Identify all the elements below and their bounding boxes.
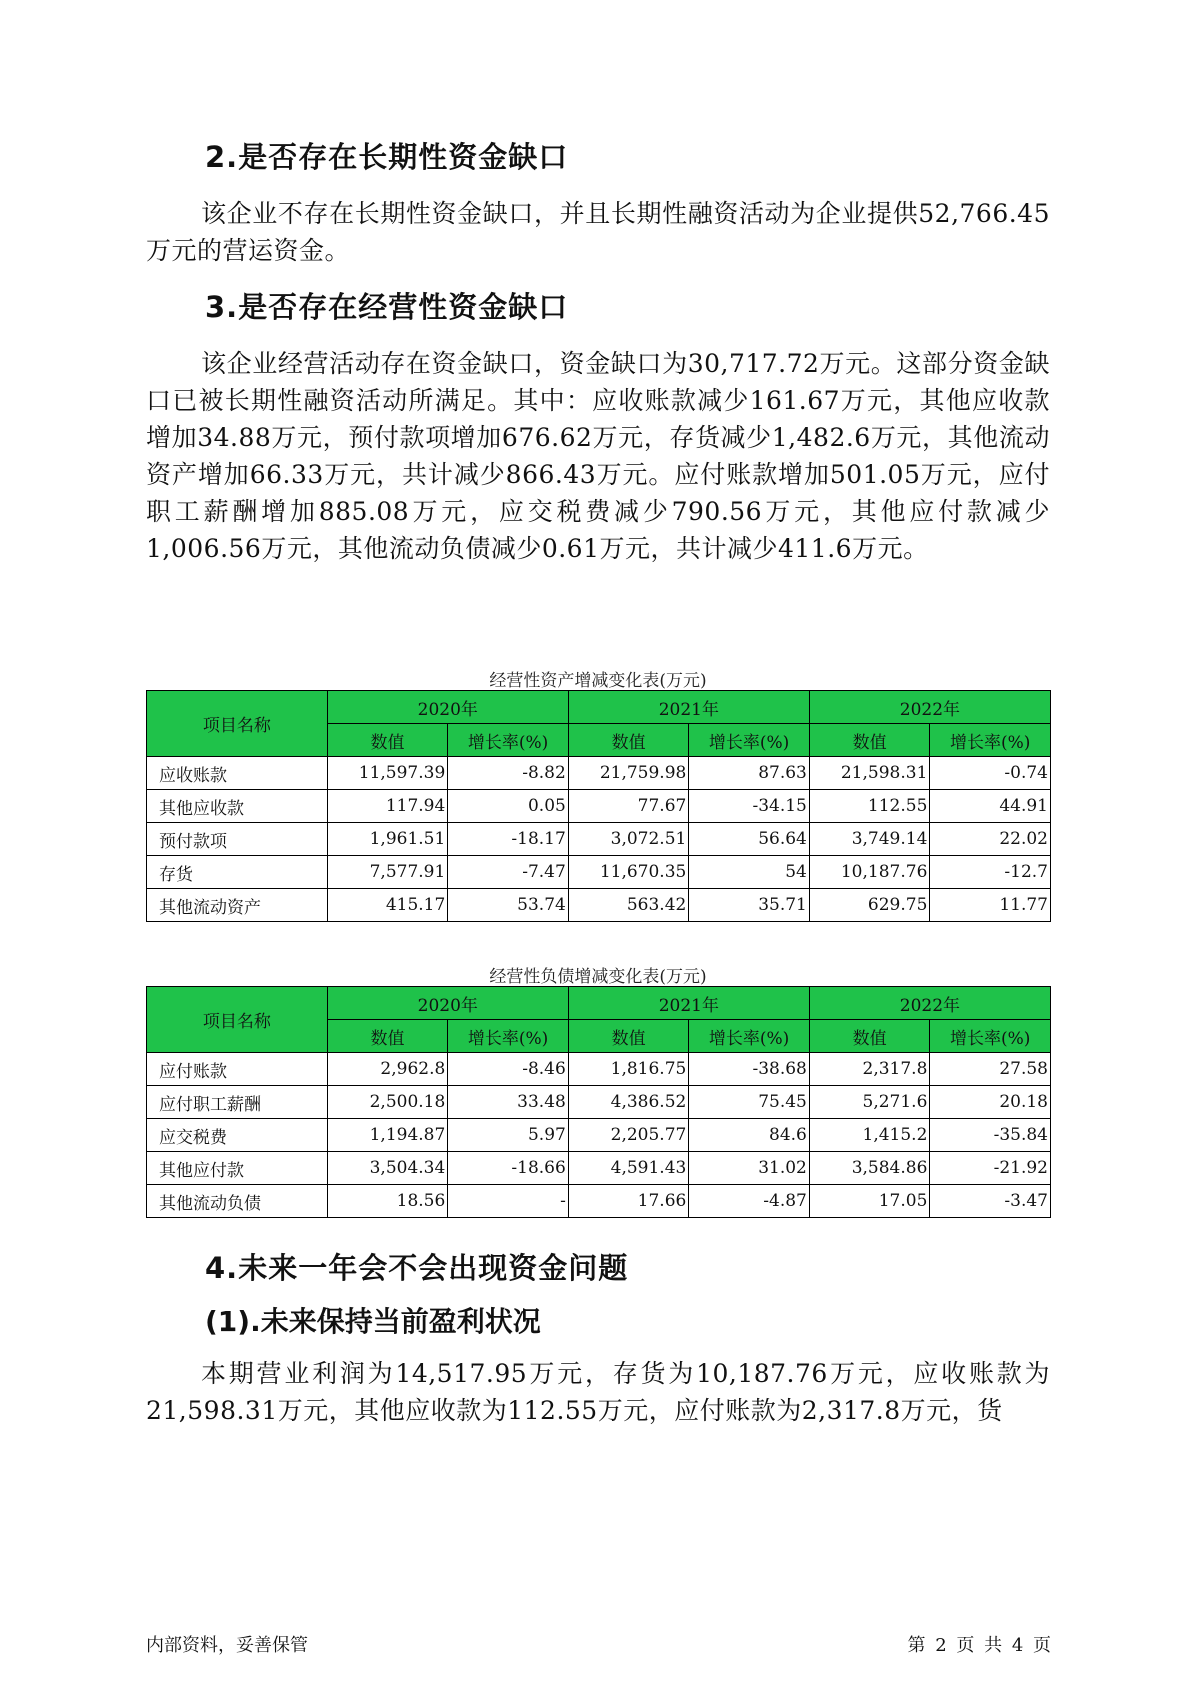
table-row bbox=[147, 1119, 1051, 1152]
table-row bbox=[147, 757, 1051, 790]
section-3-paragraph: 该企业经营活动存在资金缺口，资金缺口为30,717.72万元。这部分资金缺口已被长期性融资活动所满足。其中：应收账款减少161.67万元，其他应收款增加34.88万元，预付款项增加676.62万元，存货减少1,482.6万元，其他流动资产增加66.33万元，共计减少866.43万元。应付账款增加501.05万元，应付职工薪酬增加885.08万元，应交税费减少790.56万元，其他应付款减少1,006.56万元，其他流动负债减少0.61万元，共计减少411.6万元。 bbox=[146, 349, 1050, 563]
header-value: 数值 bbox=[327, 724, 448, 757]
cell-value: 3,749.14 bbox=[809, 823, 930, 856]
cell-value: 2,500.18 bbox=[327, 1086, 448, 1119]
header-year-2021: 2021年 bbox=[568, 987, 809, 1020]
header-value: 数值 bbox=[568, 724, 689, 757]
cell-value: 4,386.52 bbox=[568, 1086, 689, 1119]
cell-growth-rate: 84.6 bbox=[689, 1119, 810, 1152]
cell-value: 7,577.91 bbox=[327, 856, 448, 889]
operating-liabilities-table bbox=[146, 986, 1051, 1218]
row-item-name: 其他应收款 bbox=[147, 790, 328, 823]
table-row bbox=[147, 1152, 1051, 1185]
table-row bbox=[147, 889, 1051, 922]
cell-growth-rate: -35.84 bbox=[930, 1119, 1051, 1152]
header-year-2021: 2021年 bbox=[568, 691, 809, 724]
cell-value: 1,194.87 bbox=[327, 1119, 448, 1152]
cell-growth-rate: -18.66 bbox=[448, 1152, 569, 1185]
cell-value: 11,597.39 bbox=[327, 757, 448, 790]
cell-value: 2,317.8 bbox=[809, 1053, 930, 1086]
cell-growth-rate: 75.45 bbox=[689, 1086, 810, 1119]
section-4-subtitle: (1).未来保持当前盈利状况 bbox=[205, 1305, 541, 1338]
row-item-name: 预付款项 bbox=[147, 823, 328, 856]
header-rate: 增长率(%) bbox=[930, 724, 1051, 757]
cell-growth-rate: 35.71 bbox=[689, 889, 810, 922]
cell-growth-rate: -21.92 bbox=[930, 1152, 1051, 1185]
row-item-name: 应交税费 bbox=[147, 1119, 328, 1152]
cell-growth-rate: 56.64 bbox=[689, 823, 810, 856]
section-4-paragraph: 本期营业利润为14,517.95万元，存货为10,187.76万元，应收账款为21,598.31万元，其他应收款为112.55万元，应付账款为2,317.8万元，货 bbox=[146, 1359, 1050, 1425]
cell-value: 3,504.34 bbox=[327, 1152, 448, 1185]
header-item-name: 项目名称 bbox=[147, 691, 328, 757]
header-rate: 增长率(%) bbox=[448, 1020, 569, 1053]
cell-growth-rate: -38.68 bbox=[689, 1053, 810, 1086]
cell-growth-rate: -18.17 bbox=[448, 823, 569, 856]
cell-value: 3,584.86 bbox=[809, 1152, 930, 1185]
cell-growth-rate: 27.58 bbox=[930, 1053, 1051, 1086]
cell-growth-rate: 53.74 bbox=[448, 889, 569, 922]
cell-growth-rate: -4.87 bbox=[689, 1185, 810, 1218]
cell-value: 415.17 bbox=[327, 889, 448, 922]
cell-value: 21,598.31 bbox=[809, 757, 930, 790]
table-row bbox=[147, 856, 1051, 889]
footer-page-number: 第 2 页 共 4 页 bbox=[907, 1635, 1051, 1656]
cell-growth-rate: - bbox=[448, 1185, 569, 1218]
cell-value: 1,415.2 bbox=[809, 1119, 930, 1152]
header-value: 数值 bbox=[809, 724, 930, 757]
cell-growth-rate: 20.18 bbox=[930, 1086, 1051, 1119]
cell-growth-rate: -3.47 bbox=[930, 1185, 1051, 1218]
row-item-name: 应收账款 bbox=[147, 757, 328, 790]
cell-value: 17.05 bbox=[809, 1185, 930, 1218]
cell-value: 2,962.8 bbox=[327, 1053, 448, 1086]
cell-growth-rate: -8.46 bbox=[448, 1053, 569, 1086]
row-item-name: 其他应付款 bbox=[147, 1152, 328, 1185]
cell-growth-rate: 31.02 bbox=[689, 1152, 810, 1185]
cell-growth-rate: 54 bbox=[689, 856, 810, 889]
footer-confidential-note: 内部资料，妥善保管 bbox=[146, 1635, 308, 1656]
cell-growth-rate: -7.47 bbox=[448, 856, 569, 889]
cell-growth-rate: 33.48 bbox=[448, 1086, 569, 1119]
cell-value: 3,072.51 bbox=[568, 823, 689, 856]
table-row bbox=[147, 1053, 1051, 1086]
section-3-title: 3.是否存在经营性资金缺口 bbox=[205, 290, 569, 324]
header-rate: 增长率(%) bbox=[930, 1020, 1051, 1053]
cell-value: 18.56 bbox=[327, 1185, 448, 1218]
cell-value: 1,816.75 bbox=[568, 1053, 689, 1086]
cell-growth-rate: -12.7 bbox=[930, 856, 1051, 889]
cell-value: 1,961.51 bbox=[327, 823, 448, 856]
table-row bbox=[147, 1086, 1051, 1119]
cell-value: 21,759.98 bbox=[568, 757, 689, 790]
cell-value: 4,591.43 bbox=[568, 1152, 689, 1185]
section-2-title: 2.是否存在长期性资金缺口 bbox=[205, 140, 569, 174]
row-item-name: 应付账款 bbox=[147, 1053, 328, 1086]
cell-value: 11,670.35 bbox=[568, 856, 689, 889]
header-item-name: 项目名称 bbox=[147, 987, 328, 1053]
row-item-name: 其他流动资产 bbox=[147, 889, 328, 922]
cell-growth-rate: 11.77 bbox=[930, 889, 1051, 922]
table-row bbox=[147, 1185, 1051, 1218]
table-row bbox=[147, 823, 1051, 856]
cell-value: 10,187.76 bbox=[809, 856, 930, 889]
section-4-title: 4.未来一年会不会出现资金问题 bbox=[205, 1251, 629, 1285]
header-value: 数值 bbox=[809, 1020, 930, 1053]
cell-growth-rate: 22.02 bbox=[930, 823, 1051, 856]
cell-growth-rate: 0.05 bbox=[448, 790, 569, 823]
cell-value: 112.55 bbox=[809, 790, 930, 823]
cell-value: 117.94 bbox=[327, 790, 448, 823]
section-2-paragraph: 该企业不存在长期性资金缺口，并且长期性融资活动为企业提供52,766.45万元的营运资金。 bbox=[146, 199, 1050, 265]
cell-value: 17.66 bbox=[568, 1185, 689, 1218]
cell-value: 2,205.77 bbox=[568, 1119, 689, 1152]
cell-value: 629.75 bbox=[809, 889, 930, 922]
cell-growth-rate: -8.82 bbox=[448, 757, 569, 790]
cell-growth-rate: 44.91 bbox=[930, 790, 1051, 823]
table1-caption: 经营性资产增减变化表(万元) bbox=[489, 671, 707, 691]
cell-growth-rate: -34.15 bbox=[689, 790, 810, 823]
table-row bbox=[147, 790, 1051, 823]
cell-value: 77.67 bbox=[568, 790, 689, 823]
header-year-2020: 2020年 bbox=[327, 691, 568, 724]
row-item-name: 存货 bbox=[147, 856, 328, 889]
header-value: 数值 bbox=[327, 1020, 448, 1053]
header-rate: 增长率(%) bbox=[689, 1020, 810, 1053]
header-rate: 增长率(%) bbox=[448, 724, 569, 757]
cell-growth-rate: 5.97 bbox=[448, 1119, 569, 1152]
cell-value: 5,271.6 bbox=[809, 1086, 930, 1119]
operating-assets-table bbox=[146, 690, 1051, 922]
row-item-name: 其他流动负债 bbox=[147, 1185, 328, 1218]
header-year-2022: 2022年 bbox=[809, 691, 1050, 724]
header-rate: 增长率(%) bbox=[689, 724, 810, 757]
header-year-2020: 2020年 bbox=[327, 987, 568, 1020]
header-value: 数值 bbox=[568, 1020, 689, 1053]
header-year-2022: 2022年 bbox=[809, 987, 1050, 1020]
cell-growth-rate: 87.63 bbox=[689, 757, 810, 790]
cell-growth-rate: -0.74 bbox=[930, 757, 1051, 790]
cell-value: 563.42 bbox=[568, 889, 689, 922]
row-item-name: 应付职工薪酬 bbox=[147, 1086, 328, 1119]
table2-caption: 经营性负债增减变化表(万元) bbox=[489, 967, 707, 987]
